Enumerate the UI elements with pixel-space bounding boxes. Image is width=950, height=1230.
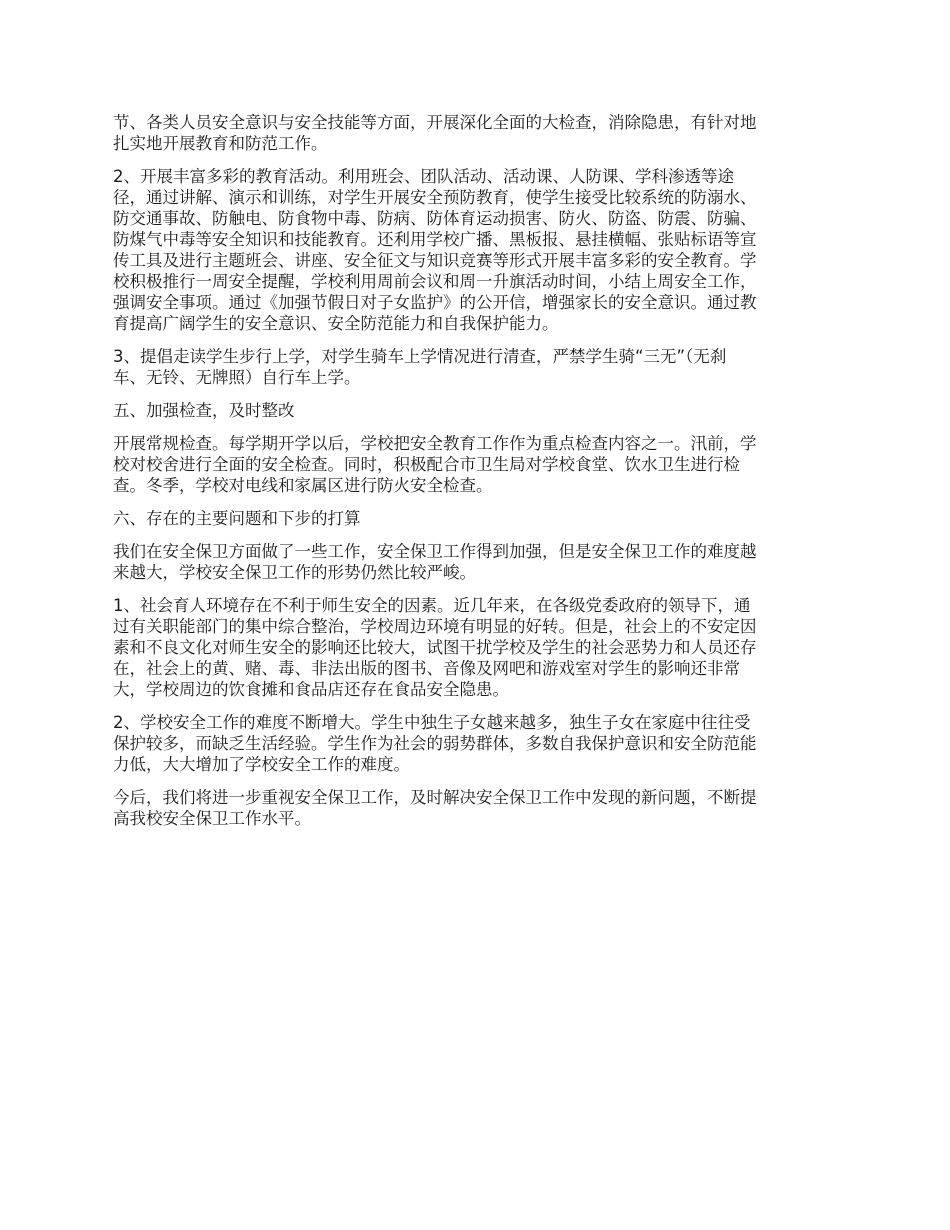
text-line: 来越大，学校安全保卫工作的形势仍然比较严峻。 <box>113 563 476 582</box>
paragraph-routine-inspection <box>113 433 840 496</box>
section-heading-text: 六、存在的主要问题和下步的打算 <box>113 509 361 528</box>
text-line: 校积极推行一周安全提醒，学校利用周前会议和周一升旗活动时间，小结上周安全工作， <box>113 272 757 291</box>
text-line: 车、无铃、无牌照）自行车上学。 <box>113 368 361 387</box>
paragraph-security-overview <box>113 541 840 583</box>
text-line: 我们在安全保卫方面做了一些工作，安全保卫工作得到加强，但是安全保卫工作的难度越 <box>113 542 757 561</box>
text-line: 强调安全事项。通过《加强节假日对子女监护》的公开信，增强家长的安全意识。通过教 <box>113 293 757 312</box>
paragraph-inspection-continued <box>113 112 840 154</box>
text-line: 育提高广阔学生的安全意识、安全防范能力和自我保护能力。 <box>113 314 559 333</box>
section-heading-inspection <box>113 400 840 421</box>
paragraph-social-environment <box>113 595 840 700</box>
section-heading-text: 五、加强检查，及时整改 <box>113 401 295 420</box>
text-line: 保护较多，而缺乏生活经验。学生作为社会的弱势群体，多数自我保护意识和安全防范能 <box>113 734 757 753</box>
document-body <box>113 112 840 841</box>
text-line: 力低，大大增加了学校安全工作的难度。 <box>113 755 410 774</box>
text-line: 校对校舍进行全面的安全检查。同时，积极配合市卫生局对学校食堂、饮水卫生进行检 <box>113 455 740 474</box>
text-line: 防交通事故、防触电、防食物中毒、防病、防体育运动损害、防火、防盗、防震、防骗、 <box>113 209 757 228</box>
text-line: 过有关职能部门的集中综合整治，学校周边环境有明显的好转。但是，社会上的不安定因 <box>113 617 757 636</box>
text-line: 今后，我们将进一步重视安全保卫工作，及时解决安全保卫工作中发现的新问题，不断提 <box>113 788 757 807</box>
paragraph-education-activities <box>113 166 840 334</box>
text-line: 素和不良文化对师生安全的影响还比较大，试图干扰学校及学生的社会恶势力和人员还存 <box>113 638 757 657</box>
text-line: 径，通过讲解、演示和训练，对学生开展安全预防教育，使学生接受比较系统的防溺水、 <box>113 188 757 207</box>
text-line: 防煤气中毒等安全知识和技能教育。还利用学校广播、黑板报、悬挂横幅、张贴标语等宣 <box>113 230 757 249</box>
text-line: 在，社会上的黄、赌、毒、非法出版的图书、音像及网吧和游戏室对学生的影响还非常 <box>113 659 740 678</box>
paragraph-walking-to-school <box>113 346 840 388</box>
text-line: 传工具及进行主题班会、讲座、安全征文与知识竞赛等形式开展丰富多彩的安全教育。学 <box>113 251 757 270</box>
section-heading-problems <box>113 508 840 529</box>
text-line: 大，学校周边的饮食摊和食品店还存在食品安全隐患。 <box>113 680 509 699</box>
text-line: 查。冬季，学校对电线和家属区进行防火安全检查。 <box>113 476 493 495</box>
paragraph-future-plans <box>113 787 840 829</box>
text-line: 高我校安全保卫工作水平。 <box>113 809 311 828</box>
text-line: 2、学校安全工作的难度不断增大。学生中独生子女越来越多，独生子女在家庭中往往受 <box>113 713 751 732</box>
text-line: 1、社会育人环境存在不利于师生安全的因素。近几年来，在各级党委政府的领导下，通 <box>113 596 751 615</box>
paragraph-increasing-difficulty <box>113 712 840 775</box>
text-line: 节、各类人员安全意识与安全技能等方面，开展深化全面的大检查，消除隐患，有针对地 <box>113 113 757 132</box>
text-line: 扎实地开展教育和防范工作。 <box>113 134 328 153</box>
text-line: 开展常规检查。每学期开学以后，学校把安全教育工作作为重点检查内容之一。汛前，学 <box>113 434 757 453</box>
text-line: 3、提倡走读学生步行上学，对学生骑车上学情况进行清查，严禁学生骑“三无”（无刹 <box>113 347 727 366</box>
text-line: 2、开展丰富多彩的教育活动。利用班会、团队活动、活动课、人防课、学科渗透等途 <box>113 167 734 186</box>
